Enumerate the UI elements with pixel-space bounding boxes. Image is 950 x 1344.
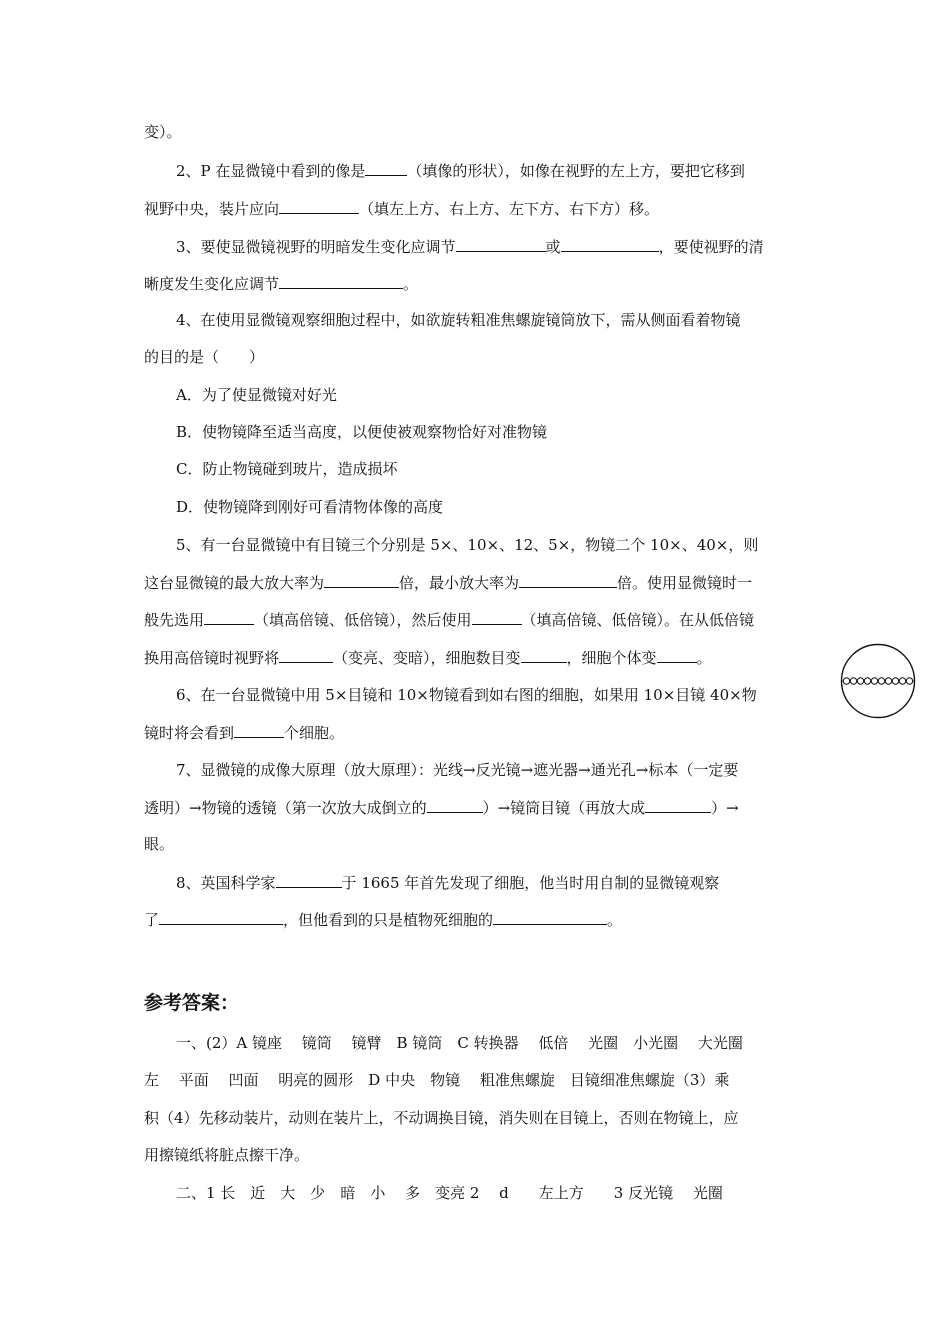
cell [885,678,891,684]
answer-line: 二、1 长 近 大 少 暗 小 多 变亮 2 d 左上方 3 反光镜 光圈 [176,1184,723,1202]
answer-line: 积（4）先移动装片，动则在装片上，不动调换目镜，消失则在目镜上，否则在物镜上，应 [144,1109,739,1127]
answers-heading: 参考答案： [144,992,240,1014]
answer-line: 一、(2）A 镜座 镜筒 镜臂 B 镜筒 C 转换器 低倍 光圈 小光圈 大光圈 [176,1034,743,1052]
option-a[interactable]: A．为了使显微镜对好光 [176,386,337,404]
question-5-line-4: 换用高倍镜时视野将 （变亮、变暗），细胞数目变 ，细胞个体变 。 [144,649,712,667]
answer-blank[interactable] [234,722,284,738]
cell [850,678,856,684]
question-3-line-2: 晰度发生变化应调节 。 [144,275,419,293]
question-7-line-2: 透明）→物镜的透镜（第一次放大成倒立的 ）→镜筒目镜（再放大成 ）→ [144,799,739,817]
answer-blank[interactable] [657,647,697,663]
answer-blank[interactable] [521,647,567,663]
cell [906,678,912,684]
answer-blank[interactable] [456,236,546,252]
question-4-line-2: 的目的是（ ） [144,348,265,366]
cell [843,678,849,684]
answer-blank[interactable] [427,797,483,813]
answer-blank[interactable] [561,236,659,252]
option-d[interactable]: D．使物镜降到刚好可看清物体像的高度 [176,498,444,516]
cell [871,678,877,684]
answer-blank[interactable] [279,647,333,663]
question-8-line-2: 了 ，但他看到的只是植物死细胞的 。 [144,911,623,929]
answer-line: 用擦镜纸将脏点擦干净。 [144,1146,310,1164]
question-6-line-2: 镜时将会看到 个细胞。 [144,724,345,742]
cell [892,678,898,684]
answer-blank[interactable] [279,198,359,214]
question-5-line-2: 这台显微镜的最大放大率为 倍，最小放大率为 倍。使用显微镜时一 [144,574,753,592]
option-b[interactable]: B．使物镜降至适当高度，以便使被观察物恰好对准物镜 [176,423,548,441]
question-5-line-1: 5、有一台显微镜中有目镜三个分别是 5×、10×、12、5×，物镜二个 10×、40×，则 [176,536,759,554]
cell [899,678,905,684]
question-8-line-1: 8、英国科学家 于 1665 年首先发现了细胞，他当时用自制的显微镜观察 [176,874,720,892]
question-3-line-1: 3、要使显微镜视野的明暗发生变化应调节 或 ，要使视野的清 [176,238,764,256]
option-c[interactable]: C．防止物镜碰到玻片，造成损坏 [176,460,398,478]
cell-chain-circle-icon [840,643,916,719]
answer-blank[interactable] [279,273,403,289]
question-7-line-3: 眼。 [144,835,175,853]
answer-blank[interactable] [365,160,407,176]
answer-blank[interactable] [276,872,342,888]
question-6-line-1: 6、在一台显微镜中用 5×目镜和 10×物镜看到如右图的细胞，如果用 10×目镜 40×物 [176,686,757,704]
cell [864,678,870,684]
answer-blank[interactable] [324,572,399,588]
question-5-line-3: 般先选用 （填高倍镜、低倍镜），然后使用 （填高倍镜、低倍镜）。在从低倍镜 [144,611,755,629]
answer-blank[interactable] [159,909,283,925]
answer-blank[interactable] [493,909,607,925]
cell [878,678,884,684]
answer-blank[interactable] [645,797,711,813]
question-7-line-1: 7、显微镜的成像大原理（放大原理）：光线→反光镜→遮光器→通光孔→标本（一定要 [176,761,739,779]
text-line: 变）。 [144,123,182,141]
question-4-line-1: 4、在使用显微镜观察细胞过程中，如欲旋转粗准焦螺旋镜筒放下，需从侧面看着物镜 [176,311,741,329]
question-2-line-2: 视野中央，装片应向 （填左上方、右上方、左下方、右下方）移。 [144,200,660,218]
answer-blank[interactable] [204,609,254,625]
answer-blank[interactable] [472,609,522,625]
answer-blank[interactable] [519,572,617,588]
question-2-line-1: 2、P 在显微镜中看到的像是 （填像的形状），如像在视野的左上方，要把它移到 [176,162,745,180]
cell [857,678,863,684]
answer-line: 左 平面 凹面 明亮的圆形 D 中央 物镜 粗准焦螺旋 目镜细准焦螺旋（3）乘 [144,1071,730,1089]
